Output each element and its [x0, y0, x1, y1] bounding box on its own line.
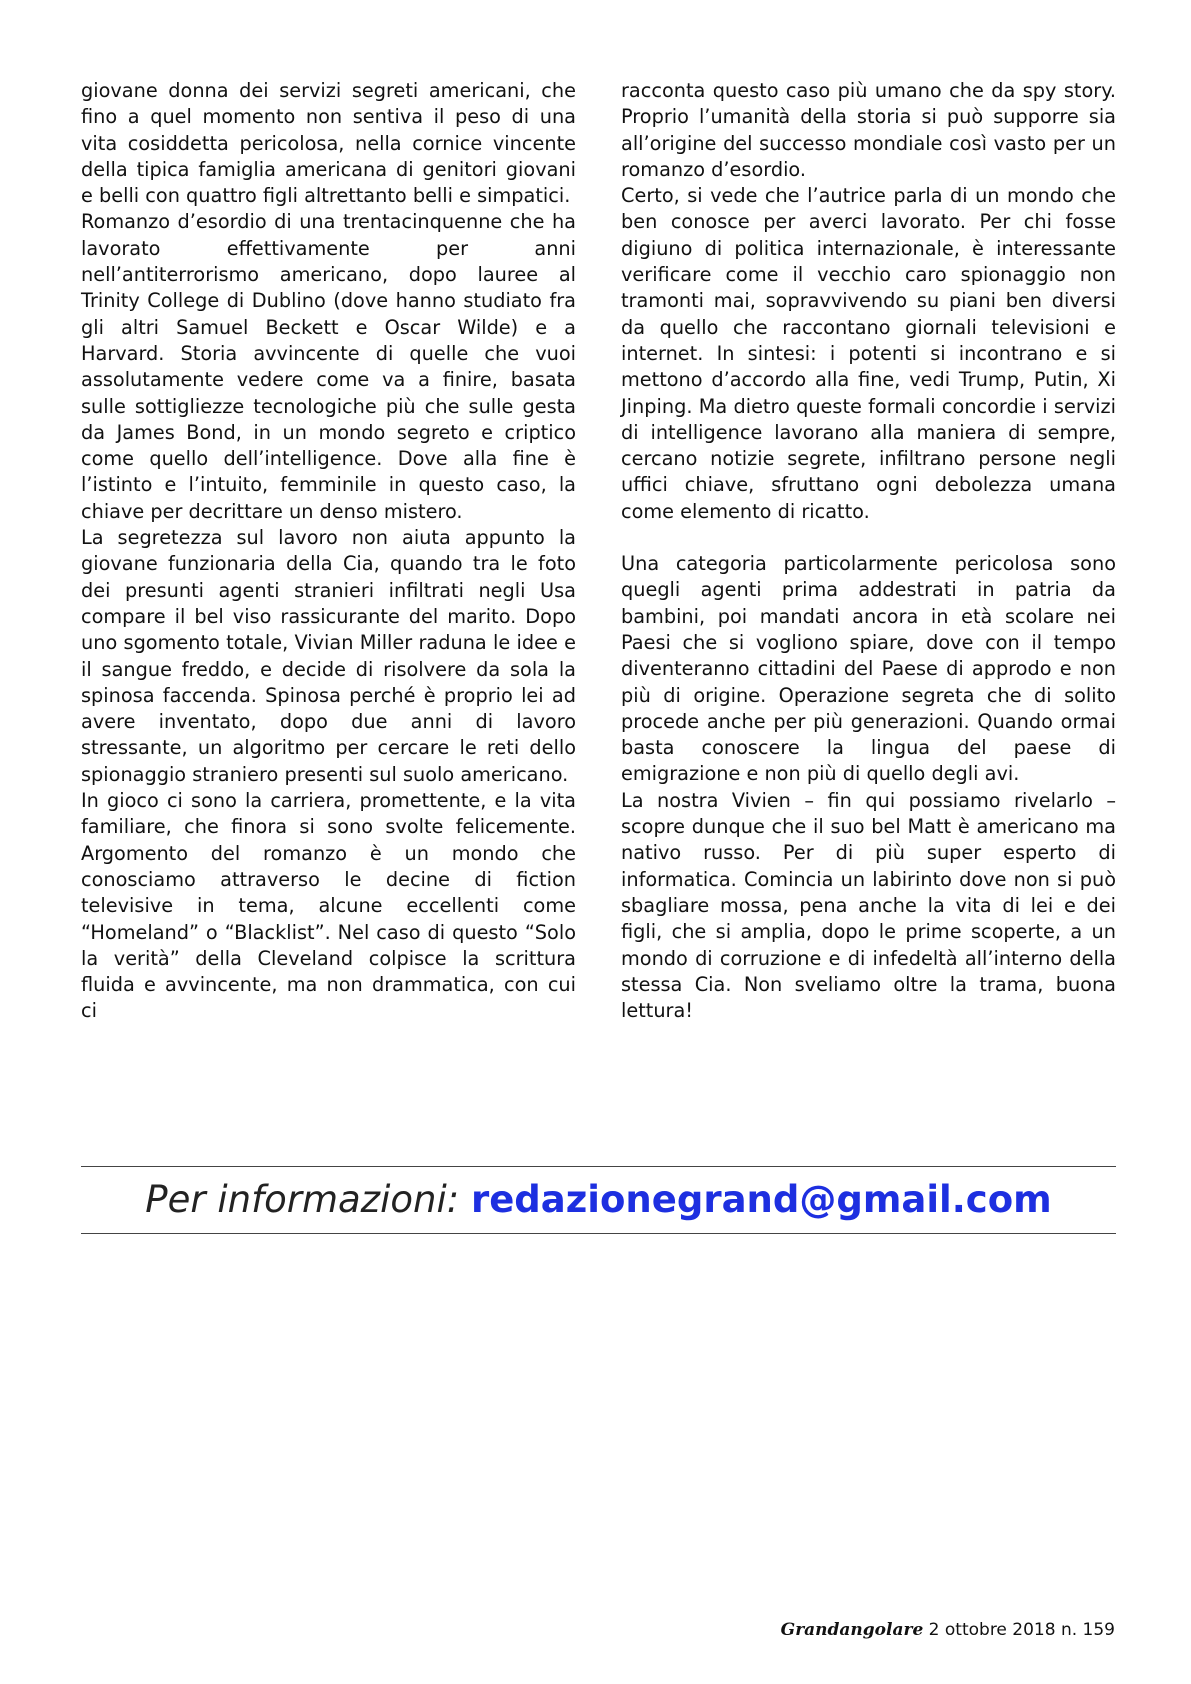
paragraph: La nostra Vivien – fin qui possiamo rivelarlo – scopre dunque che il suo bel Matt è americano ma nativo russo. Per di più super esperto di informatica. Comincia un labirinto dove non si può sbagliare mossa, pena anche la vita di lei e dei figli, che si amplia, dopo le prime scoperte, a un mondo di corruzione e di infedeltà all’interno della stessa Cia. Non sveliamo oltre la trama, buona lettura!	[621, 788, 1116, 1023]
paragraph: giovane donna dei servizi segreti americani, che fino a quel momento non sentiva il peso di una vita cosiddetta pericolosa, nella cornice vincente della tipica famiglia americana di genitori giovani e belli con quattro figli altrettanto belli e simpatici.	[81, 79, 576, 208]
page-footer	[781, 1620, 1115, 1640]
paragraph: Una categoria particolarmente pericolosa sono quegli agenti prima addestrati in patria da bambini, poi mandati ancora in età scolare nei Paesi che si vogliono spiare, dove con il tempo diventeranno cittadini del Paese di approdo e non più di origine. Operazione segreta che di solito procede anche per più generazioni. Quando ormai basta conoscere la lingua del paese di emigrazione e non più di quello degli avi.	[621, 552, 1116, 786]
contact-label: Per informazioni:	[145, 1178, 460, 1221]
paragraph: La segretezza sul lavoro non aiuta appunto la giovane funzionaria della Cia, quando tra le foto dei presunti agenti stranieri infiltrati negli Usa compare il bel viso rassicurante del marito. Dopo uno sgomento totale, Vivian Miller raduna le idee e il sangue freddo, e decide di risolvere da sola la spinosa faccenda. Spinosa perché è proprio lei ad avere inventato, dopo due anni di lavoro stressante, un algoritmo per cercare le reti dello spionaggio straniero presenti sul suolo americano.	[81, 526, 576, 786]
contact-email-link[interactable]: redazionegrand@gmail.com	[470, 1178, 1052, 1221]
left-column	[81, 78, 576, 1025]
publication-name: Grandangolare	[780, 1620, 924, 1640]
article-body	[81, 78, 1116, 1025]
contact-banner	[81, 1172, 1116, 1228]
right-column	[621, 78, 1116, 1025]
issue-info: 2 ottobre 2018 n. 159	[928, 1620, 1115, 1640]
divider-top	[81, 1166, 1116, 1167]
paragraph: Romanzo d’esordio di una trentacinquenne che ha lavorato effettivamente per anni nell’antiterrorismo americano, dopo lauree al Trinity College di Dublino (dove hanno studiato fra gli altri Samuel Beckett e Oscar Wilde) e a Harvard. Storia avvincente di quelle che vuoi assolutamente vedere come va a finire, basata sulle sottigliezze tecnologiche più che sulle gesta da James Bond, in un mondo segreto e criptico come quello dell’intelligence. Dove alla fine è l’istinto e l’intuito, femminile in questo caso, la chiave per decrittare un denso mistero.	[81, 210, 576, 523]
paragraph: Certo, si vede che l’autrice parla di un mondo che ben conosce per averci lavorato. Per chi fosse digiuno di politica internazionale, è interessante verificare come il vecchio caro spionaggio non tramonti mai, sopravvivendo su piani ben diversi da quello che raccontano giornali televisioni e internet. In sintesi: i potenti si incontrano e si mettono d’accordo alla fine, vedi Trump, Putin, Xi Jinping. Ma dietro queste formali concordie i servizi di intelligence lavorano alla maniera di sempre, cercano notizie segrete, infiltrano persone negli uffici chiave, sfruttano ogni debolezza umana come elemento di ricatto.	[621, 184, 1116, 523]
divider-bottom	[81, 1233, 1116, 1234]
paragraph: In gioco ci sono la carriera, promettente, e la vita familiare, che finora si sono svolte felicemente. Argomento del romanzo è un mondo che conosciamo attraverso le decine di fiction televisive in tema, alcune eccellenti come “Homeland” o “Blacklist”. Nel caso di questo “Solo la verità” della Cleveland colpisce la scrittura fluida e avvincente, ma non drammatica, con cui ci	[81, 789, 576, 1023]
paragraph: racconta questo caso più umano che da spy story. Proprio l’umanità della storia si può supporre sia all’origine del successo mondiale così vasto per un romanzo d’esordio.	[621, 79, 1116, 181]
